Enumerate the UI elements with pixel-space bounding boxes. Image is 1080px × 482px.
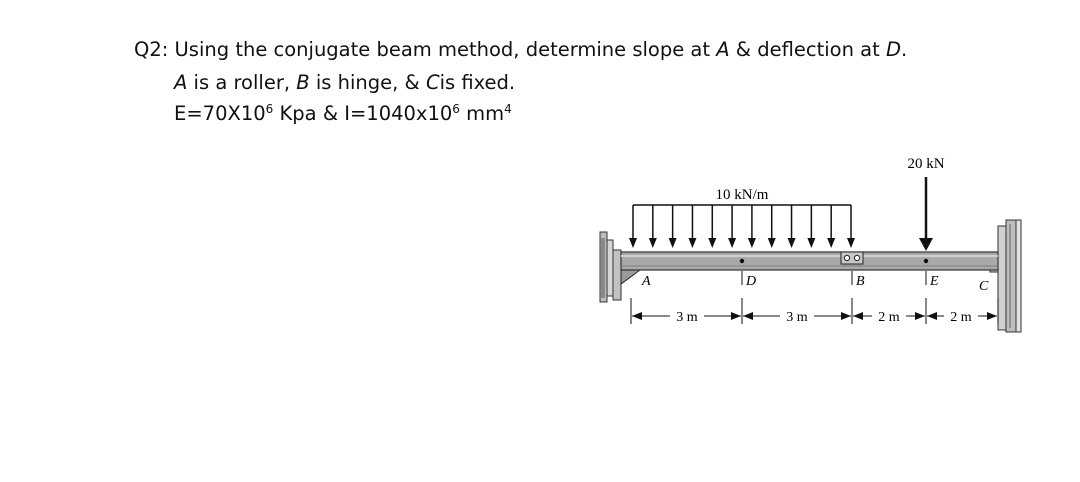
question-text-middle: deflection at <box>757 38 880 61</box>
cond-c-text: is fixed. <box>439 71 516 94</box>
dist-load-arrow-head <box>847 238 855 248</box>
dist-load-arrow-head <box>629 238 637 248</box>
e-unit-and-i: Kpa & I=1040x10 <box>279 102 453 125</box>
question-end: . <box>900 38 908 61</box>
right-wall-support <box>990 220 1021 332</box>
distributed-load <box>629 205 855 248</box>
cond-c-label: C <box>425 71 440 94</box>
dim-label-1: 3 m <box>676 310 698 325</box>
point-d-ref: D <box>885 38 901 61</box>
dist-load-arrow-head <box>768 238 776 248</box>
roller-wedge <box>621 270 640 284</box>
point-e-dot <box>924 259 928 263</box>
dist-load-arrow-head <box>649 238 657 248</box>
point-a-ref: A <box>716 38 730 61</box>
point-label-c: C <box>979 279 989 294</box>
beam <box>621 252 998 270</box>
dist-load-arrow-head <box>827 238 835 248</box>
dist-load-arrow-head <box>748 238 756 248</box>
dist-load-arrow-head <box>788 238 796 248</box>
i-unit: mm <box>466 102 505 125</box>
point-load-label: 20 kN <box>907 156 945 172</box>
dist-load-arrow-head <box>728 238 736 248</box>
dist-load-arrow-head <box>669 238 677 248</box>
i-exponent: 6 <box>452 102 460 116</box>
point-label-b: B <box>856 274 865 289</box>
question-number: Q2: <box>134 38 169 61</box>
dim-label-4: 2 m <box>950 310 972 325</box>
dist-load-arrow-head <box>688 238 696 248</box>
e-text: E=70X10 <box>174 102 266 125</box>
dim-label-2: 3 m <box>786 310 808 325</box>
cond-a-text: is a roller, <box>193 71 291 94</box>
hinge-b <box>841 252 863 264</box>
question-text-start: Using the conjugate beam method, determine slope at <box>174 38 711 61</box>
cond-a-label: A <box>174 71 188 94</box>
ampersand: & <box>735 38 751 61</box>
cond-b-label: B <box>296 71 310 94</box>
e-exponent: 6 <box>265 102 274 116</box>
point-d-dot <box>740 259 744 263</box>
point-label-d: D <box>746 274 757 289</box>
point-label-a: A <box>642 274 651 289</box>
dim-label-3: 2 m <box>878 310 900 325</box>
point-load <box>919 177 933 251</box>
distributed-load-label: 10 kN/m <box>715 187 769 203</box>
point-label-e: E <box>930 274 939 289</box>
dist-load-arrow-head <box>807 238 815 248</box>
dist-load-arrow-head <box>708 238 716 248</box>
cond-b-text: is hinge, & <box>315 71 420 94</box>
i-unit-exponent: 4 <box>504 102 512 116</box>
